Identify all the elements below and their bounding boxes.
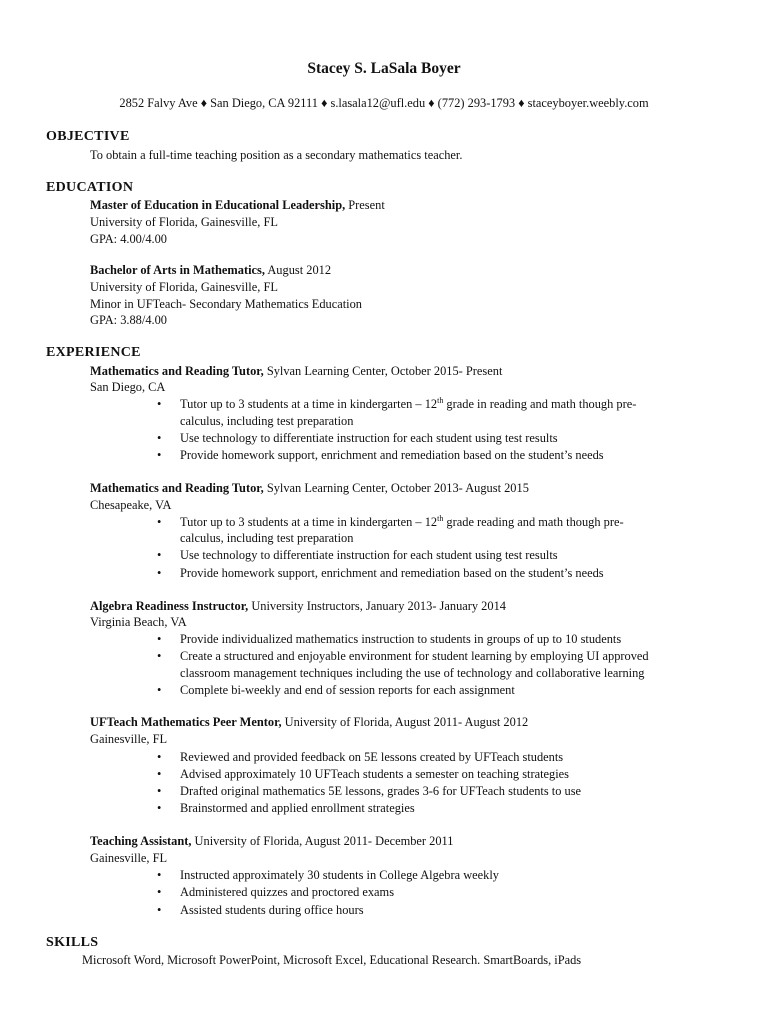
bullet-icon: • [157,767,162,781]
job-bullet: Provide homework support, enrichment and remediation based on the student’s needs [180,566,604,580]
degree-minor: Minor in UFTeach- Secondary Mathematics Education [90,297,362,311]
education-heading: EDUCATION [46,180,134,195]
bullet-icon: • [157,750,162,764]
bullet-icon: • [157,683,162,697]
job-position: Mathematics and Reading Tutor, [90,364,264,378]
bullet-icon: • [157,649,162,663]
job-org: Sylvan Learning Center, October 2015- Present [263,364,503,378]
degree-gpa: GPA: 4.00/4.00 [90,232,167,246]
bullet-icon: • [157,868,162,882]
bullet-icon: • [157,431,162,445]
job-location: Gainesville, FL [90,732,168,746]
job-bullet: Reviewed and provided feedback on 5E lessons created by UFTeach students [180,750,564,764]
job-org: University Instructors, January 2013- January 2014 [248,599,506,613]
job-location: Chesapeake, VA [90,498,172,512]
job-bullet-continued: classroom management techniques including the use of technology and collaborative learning [180,666,645,680]
degree-school: University of Florida, Gainesville, FL [90,215,278,229]
job-title [90,598,506,615]
bullet-icon: • [157,397,162,411]
job-bullet: Provide homework support, enrichment and remediation based on the student’s needs [180,448,604,462]
job-position: Teaching Assistant, [90,834,192,848]
superscript: th [437,514,444,523]
bullet-icon: • [157,448,162,462]
job-bullet: Create a structured and enjoyable environment for student learning by employing UI approved [180,649,649,663]
objective-heading: OBJECTIVE [46,129,130,144]
job-bullet: Brainstormed and applied enrollment strategies [180,801,415,815]
degree-name: Bachelor of Arts in Mathematics, [90,263,265,277]
bullet-icon: • [157,903,162,917]
bullet-icon: • [157,566,162,580]
contact-line: 2852 Falvy Ave ♦ San Diego, CA 92111 ♦ s.lasala12@ufl.edu ♦ (772) 293-1793 ♦ staceyboyer.weebly.com [119,96,649,110]
job-location: Gainesville, FL [90,851,168,865]
bullet-text-part: grade in reading and math though pre- [443,397,637,411]
job-bullet: Drafted original mathematics 5E lessons, grades 3-6 for UFTeach students to use [180,784,582,798]
job-position: Mathematics and Reading Tutor, [90,481,264,495]
skills-heading: SKILLS [46,935,99,950]
job-bullet: Advised approximately 10 UFTeach students a semester on teaching strategies [180,767,569,781]
degree-gpa: GPA: 3.88/4.00 [90,313,167,327]
degree-title [90,197,385,214]
job-bullet: Complete bi-weekly and end of session reports for each assignment [180,683,515,697]
job-location: Virginia Beach, VA [90,615,187,629]
degree-date: August 2012 [264,263,332,277]
job-bullet-continued: calculus, including test preparation [180,414,354,428]
bullet-text-part: Tutor up to 3 students at a time in kindergarten – 12 [180,515,438,529]
bullet-icon: • [157,801,162,815]
job-title [90,833,453,850]
job-bullet: Use technology to differentiate instruction for each student using test results [180,548,558,562]
experience-heading: EXPERIENCE [46,345,141,360]
objective-text: To obtain a full-time teaching position as a secondary mathematics teacher. [90,148,463,162]
job-bullet: Assisted students during office hours [180,903,364,917]
bullet-text-part: Tutor up to 3 students at a time in kindergarten – 12 [180,397,438,411]
job-location: San Diego, CA [90,380,166,394]
bullet-icon: • [157,885,162,899]
bullet-text-part: grade reading and math though pre- [443,515,624,529]
skills-text: Microsoft Word, Microsoft PowerPoint, Microsoft Excel, Educational Research. SmartBoards, iPads [82,953,582,967]
job-title [90,480,529,497]
resume-name: Stacey S. LaSala Boyer [307,60,461,77]
bullet-icon: • [157,548,162,562]
job-title [90,714,528,731]
degree-date: Present [345,198,385,212]
superscript: th [437,396,444,405]
job-position: UFTeach Mathematics Peer Mentor, [90,715,282,729]
job-bullet: Provide individualized mathematics instruction to students in groups of up to 10 students [180,632,622,646]
bullet-icon: • [157,632,162,646]
job-bullet: Use technology to differentiate instruction for each student using test results [180,431,558,445]
job-bullet: Administered quizzes and proctored exams [180,885,395,899]
job-title [90,363,502,380]
job-org: Sylvan Learning Center, October 2013- August 2015 [263,481,529,495]
job-bullet-continued: calculus, including test preparation [180,531,354,545]
bullet-icon: • [157,784,162,798]
degree-name: Master of Education in Educational Leadership, [90,198,346,212]
degree-school: University of Florida, Gainesville, FL [90,280,278,294]
job-bullet: Instructed approximately 30 students in College Algebra weekly [180,868,499,882]
job-org: University of Florida, August 2011- December 2011 [191,834,454,848]
job-org: University of Florida, August 2011- August 2012 [281,715,529,729]
job-bullet [180,514,624,531]
bullet-icon: • [157,515,162,529]
job-bullet [180,396,636,413]
degree-title [90,262,331,279]
job-position: Algebra Readiness Instructor, [90,599,249,613]
